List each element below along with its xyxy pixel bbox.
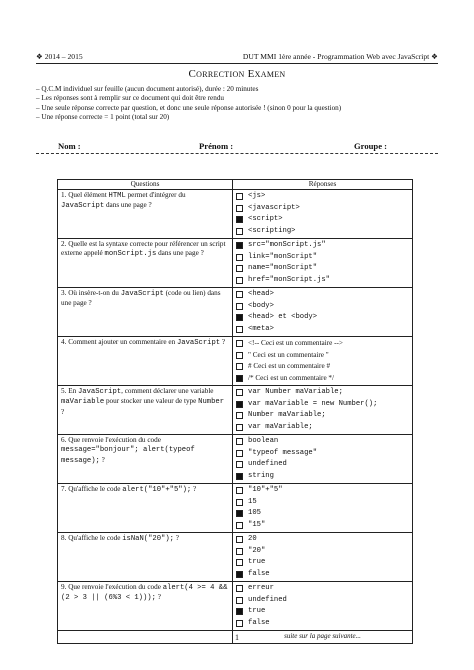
continued-note: suite sur la page suivante... [233,631,413,644]
answer-option [236,214,409,226]
answer-option [236,508,409,520]
question-cell [58,484,233,533]
question-text: ? [220,338,226,347]
option-text: <js> [248,192,266,201]
checkbox[interactable] [236,291,243,298]
option-text: boolean [248,437,279,446]
question-cell [58,190,233,239]
answer-option [236,583,409,595]
checkbox[interactable] [236,620,243,627]
checkbox[interactable] [236,352,243,359]
checkbox[interactable] [236,424,243,431]
question-code: isNaN("20"); [122,535,174,544]
question-text: ? [99,455,105,464]
question-cell [58,435,233,484]
option-text: /* Ceci est un commentaire */ [248,373,335,382]
answer-option [236,595,409,607]
question-code: JavaScript [120,290,164,299]
reponses-header: Réponses [233,180,413,190]
answer-option [236,618,409,630]
page-number: 1 [235,633,239,642]
answer-cell [233,435,413,484]
instruction-item: – Une réponse correcte = 1 point (total sur 20) [36,113,446,122]
checkbox[interactable] [236,389,243,396]
instructions-list [36,85,446,123]
checkbox[interactable] [236,277,243,284]
checkbox[interactable] [236,340,243,347]
option-text: Number maVariable; [248,411,326,420]
answer-option [236,606,409,618]
option-text: var maVariable = new Number(); [248,399,378,408]
checked-box[interactable] [236,314,243,321]
question-text: ? [155,593,161,602]
option-text: <!-- Ceci est un commentaire --> [248,339,343,348]
checkbox[interactable] [236,559,243,566]
answer-table [57,179,413,644]
checkbox[interactable] [236,548,243,555]
checkbox[interactable] [236,536,243,543]
answer-cell [233,582,413,631]
checkbox[interactable] [236,487,243,494]
question-text: (code ou lien) dans une page ? [61,289,221,308]
option-text: undefined [248,595,287,604]
table-row [58,288,413,337]
checkbox[interactable] [236,303,243,310]
answer-option [236,520,409,532]
question-cell [58,582,233,631]
answer-option [236,459,409,471]
question-code: JavaScript [61,202,105,211]
checkbox[interactable] [236,438,243,445]
questions-header: Questions [58,180,233,190]
option-text: <body> [248,301,274,310]
question-text: 1. Quel élément [61,191,109,200]
option-text: <head> [248,290,274,299]
checkbox[interactable] [236,461,243,468]
question-cell [58,288,233,337]
question-text: 9. Que renvoie l'exécution du code [61,583,163,592]
checked-box[interactable] [236,608,243,615]
answer-option [236,226,409,238]
question-code: monScript.js [104,250,157,259]
instruction-item: – Q.C.M individuel sur feuille (aucun document autorisé), durée : 20 minutes [36,85,446,94]
checkbox[interactable] [236,597,243,604]
table-row [58,190,413,239]
question-text: , comment déclarer une variable [121,387,214,396]
page-title: Correction Examen [188,68,286,80]
checked-box[interactable] [236,242,243,249]
checkbox[interactable] [236,193,243,200]
option-text: string [248,471,274,480]
option-text: " Ceci est un commentaire " [248,350,329,359]
identity-line [36,141,438,154]
question-code: maVariable [61,398,105,407]
answer-option [236,324,409,336]
question-text: 5. En [61,387,78,396]
answer-option [236,436,409,448]
answer-option [236,387,409,399]
checkbox[interactable] [236,450,243,457]
question-cell [58,533,233,582]
option-text: 15 [248,497,257,506]
option-text: "15" [248,520,266,529]
question-code: alert(4 >= 4 && (2 > 3 || (6%3 < 1))); [61,584,228,603]
question-cell [58,337,233,386]
answer-option [236,497,409,509]
answer-option [236,557,409,569]
checked-box[interactable] [236,571,243,578]
option-text: erreur [248,584,274,593]
answer-cell [233,288,413,337]
option-text: link="monScript" [248,252,318,261]
option-text: var maVariable; [248,422,313,431]
option-text: <scripting> [248,226,296,235]
option-text: var Number maVariable; [248,388,343,397]
checkbox[interactable] [236,326,243,333]
option-text: # Ceci est un commentaire # [248,362,331,371]
answer-option [236,289,409,301]
prenom-label: Prénom : [199,141,234,151]
option-text: <javascript> [248,203,300,212]
option-text: true [248,558,266,567]
question-text: dans une page ? [104,201,152,210]
answer-cell [233,239,413,288]
question-text: 3. Où insère-t-on du [61,289,121,298]
checkbox[interactable] [236,228,243,235]
answer-option [236,252,409,264]
option-text: src="monScript.js" [248,241,326,250]
answer-option [236,399,409,411]
checked-box[interactable] [236,510,243,517]
checkbox[interactable] [236,522,243,529]
answer-option [236,422,409,434]
answer-cell [233,337,413,386]
option-text: undefined [248,460,287,469]
table-row [58,582,413,631]
checked-box[interactable] [236,375,243,382]
option-text: 105 [248,509,261,518]
option-text: true [248,607,266,616]
option-text: <head> et <body> [248,313,318,322]
checkbox[interactable] [236,254,243,261]
checkbox[interactable] [236,412,243,419]
instruction-item: – Une seule réponse correcte par question, et donc une seule réponse autorisée ! (sinon 0 pour la question) [36,104,446,113]
checkbox[interactable] [236,265,243,272]
answer-option [236,275,409,287]
table-row [58,386,413,435]
table-row [58,435,413,484]
nom-label: Nom : [58,141,81,151]
checked-box[interactable] [236,216,243,223]
question-code: HTML [108,192,126,201]
header-year: ❖ 2014 – 2015 [36,52,83,61]
option-text: false [248,618,270,627]
answer-option [236,361,409,373]
page-header [36,52,438,61]
answer-option [236,350,409,362]
checked-box[interactable] [236,401,243,408]
question-cell [58,386,233,435]
answer-option [236,534,409,546]
option-text: false [248,569,270,578]
answer-option [236,471,409,483]
option-text: <meta> [248,324,274,333]
answer-option [236,338,409,350]
header-course: DUT MMI 1ère année - Programmation Web avec JavaScript ❖ [242,52,438,61]
answer-option [236,301,409,313]
question-text: 7. Qu'affiche le code [61,485,123,494]
option-text: href="monScript.js" [248,275,330,284]
question-code: JavaScript [77,388,122,397]
table-row [58,533,413,582]
question-text: ? [61,407,65,416]
question-code: message="bonjour"; alert(typeof message); [61,446,195,465]
answer-option [236,203,409,215]
question-text: 8. Qu'affiche le code [61,534,123,543]
table-row [58,337,413,386]
option-text: 20 [248,535,257,544]
header-rule [36,63,438,64]
question-text: 2. Quelle est la syntaxe correcte pour référencer un script externe appelé [61,240,226,258]
answer-option [236,546,409,558]
table-header-row [58,180,413,190]
answer-cell [233,484,413,533]
checked-box[interactable] [236,473,243,480]
question-text: pour stocker une valeur de type [104,397,199,406]
answer-option [236,410,409,422]
question-text: dans une page ? [156,249,204,258]
question-text: 4. Comment ajouter un commentaire en [61,338,177,347]
answer-option [236,240,409,252]
question-cell [58,239,233,288]
question-text: ? [191,485,197,494]
option-text: "typeof message" [248,448,318,457]
option-text: "10"+"5" [248,486,283,495]
checkbox[interactable] [236,363,243,370]
answer-option [236,263,409,275]
question-text: permet d'intégrer du [125,191,186,200]
question-text: 6. Que renvoie l'exécution du code [61,436,161,445]
answer-option [236,312,409,324]
answer-option [236,485,409,497]
answer-option [236,373,409,385]
answer-option [236,191,409,203]
question-text: ? [174,534,179,543]
question-code: alert("10"+"5"); [122,486,192,495]
answer-cell [233,533,413,582]
question-code: Number [198,398,225,407]
answer-cell [233,190,413,239]
answer-option [236,448,409,460]
answer-option [236,569,409,581]
checkbox[interactable] [236,205,243,212]
instruction-item: – Les réponses sont à remplir sur ce document qui doit être rendu [36,94,446,103]
checkbox[interactable] [236,499,243,506]
table-row [58,239,413,288]
option-text: <script> [248,215,283,224]
option-text: "20" [248,546,266,555]
answer-cell [233,386,413,435]
option-text: name="monScript" [248,264,318,273]
checkbox[interactable] [236,585,243,592]
question-code: JavaScript [176,339,221,348]
table-row [58,484,413,533]
groupe-label: Groupe : [354,141,388,151]
